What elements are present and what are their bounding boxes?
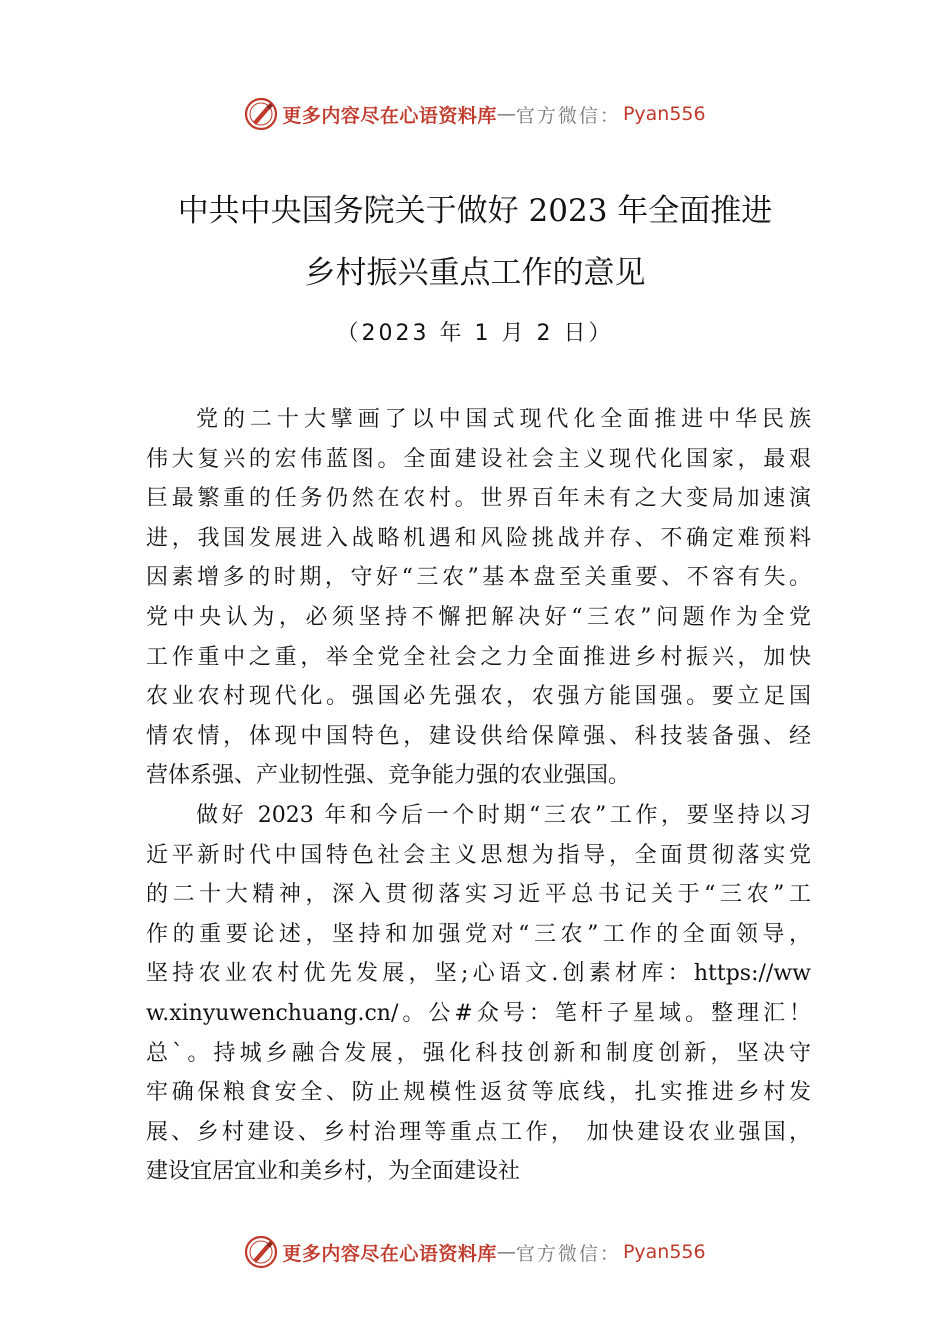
watermark-dash: — <box>496 103 516 125</box>
watermark-banner-bottom <box>0 1232 950 1272</box>
text-line: 展、乡村建设、乡村治理等重点工作， 加快建设农业强国， <box>146 1119 811 1145</box>
text-line: 党的二十大擘画了以中国式现代化全面推进中华民族 <box>196 407 811 432</box>
watermark-banner-top <box>0 94 950 134</box>
watermark-wechat-id: Pyan556 <box>622 1241 706 1263</box>
text-line: 农业农村现代化。强国必先强农，农强方能国强。要立足国 <box>146 684 811 710</box>
text-line: 的二十大精神，深入贯彻落实习近平总书记关于“三农”工 <box>146 882 811 908</box>
text-line: 党中央认为，必须坚持不懈把解决好“三农”问题作为全党 <box>146 604 811 630</box>
pen-logo-icon <box>244 97 278 131</box>
text-line: 近平新时代中国特色社会主义思想为指导，全面贯彻落实党 <box>146 842 811 868</box>
text-line: 建设宜居宜业和美乡村，为全面建设社 <box>146 1159 521 1185</box>
document-body <box>146 400 811 1192</box>
watermark-main-text: 更多内容尽在心语资料库 <box>282 104 497 127</box>
document-title-line-2: 乡村振兴重点工作的意见 <box>304 255 646 291</box>
text-line: 牢确保粮食安全、防止规模性返贫等底线，扎实推进乡村发 <box>146 1080 811 1106</box>
watermark-wechat-id: Pyan556 <box>622 103 706 125</box>
watermark-wechat-label: 官方微信： <box>515 1242 621 1265</box>
document-title-line-1: 中共中央国务院关于做好 2023 年全面推进 <box>177 193 773 229</box>
text-line: 作的重要论述，坚持和加强党对“三农”工作的全面领导， <box>146 921 811 947</box>
text-line: 做好 2023 年和今后一个时期“三农”工作，要坚持以习 <box>196 802 811 828</box>
text-line: 坚持农业农村优先发展，坚;心语文.创素材库：https://ww <box>146 961 811 987</box>
watermark-dash: — <box>496 1241 516 1263</box>
text-line: 工作重中之重，举全党全社会之力全面推进乡村振兴，加快 <box>146 644 811 670</box>
text-line: 情农情，体现中国特色，建设供给保障强、科技装备强、经 <box>146 723 811 749</box>
text-line: 营体系强、产业韧性强、竞争能力强的农业强国。 <box>146 763 631 789</box>
text-line: 进，我国发展进入战略机遇和风险挑战并存、不确定难预料 <box>146 525 811 551</box>
document-date: （2023 年 1 月 2 日） <box>336 321 614 346</box>
text-line: 伟大复兴的宏伟蓝图。全面建设社会主义现代化国家，最艰 <box>146 446 811 472</box>
paragraph-2 <box>146 796 811 1192</box>
text-line: 因素增多的时期，守好“三农”基本盘至关重要、不容有失。 <box>146 565 811 591</box>
pen-logo-icon <box>244 1235 278 1269</box>
watermark-wechat-label: 官方微信： <box>515 104 621 127</box>
watermark-main-text: 更多内容尽在心语资料库 <box>282 1242 497 1265</box>
text-line: 巨最繁重的任务仍然在农村。世界百年未有之大变局加速演 <box>146 486 811 512</box>
text-line: w.xinyuwenchuang.cn/。公#众号：笔杆子星域。整理汇！ <box>146 1000 811 1026</box>
text-line: 总`。持城乡融合发展，强化科技创新和制度创新，坚决守 <box>146 1040 811 1066</box>
paragraph-1 <box>146 400 811 796</box>
